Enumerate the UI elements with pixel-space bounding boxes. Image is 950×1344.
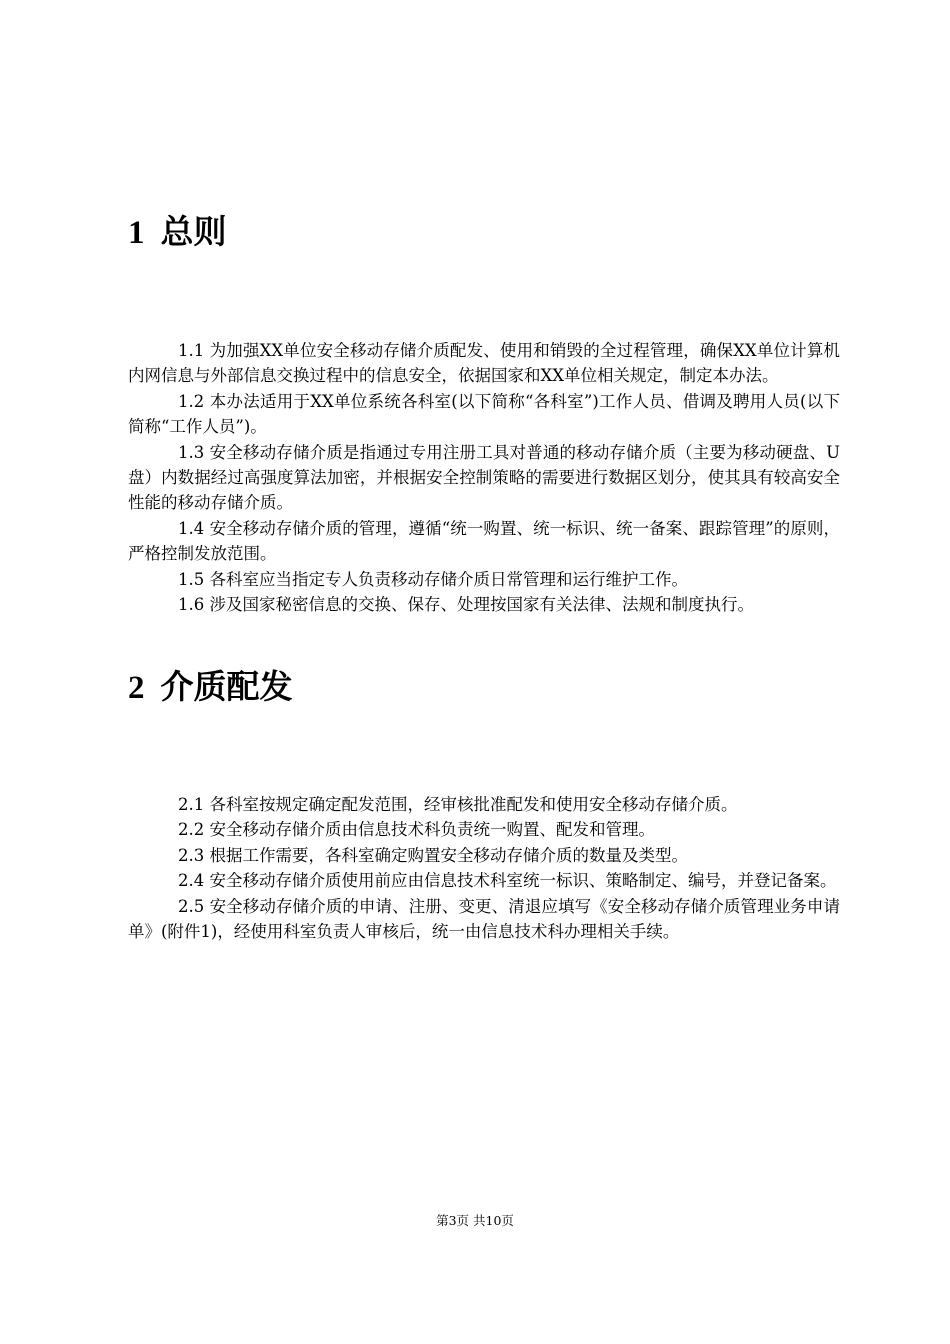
section-2-title: 介质配发 (160, 667, 293, 706)
section-2-body (128, 792, 840, 944)
page-number-footer: 第3页 共10页 (436, 1213, 514, 1228)
paragraph-2-3: 2.3 根据工作需要，各科室确定购置安全移动存储介质的数量及类型。 (178, 845, 688, 865)
paragraph-1-2: 1.2 本办法适用于XX单位系统各科室(以下简称“各科室”)工作人员、借调及聘用人员(以下简称“工作人员”)。 (128, 391, 840, 437)
section-2-number: 2 (128, 670, 145, 706)
paragraph-1-5: 1.5 各科室应当指定专人负责移动存储介质日常管理和运行维护工作。 (178, 569, 688, 589)
section-1-body (128, 338, 840, 617)
paragraph-2-2: 2.2 安全移动存储介质由信息技术科负责统一购置、配发和管理。 (178, 820, 655, 840)
paragraph-2-4: 2.4 安全移动存储介质使用前应由信息技术科室统一标识、策略制定、编号，并登记备案。 (178, 871, 837, 891)
section-1-title: 总则 (160, 212, 227, 251)
paragraph-1-4: 1.4 安全移动存储介质的管理，遵循“统一购置、统一标识、统一备案、跟踪管理”的原则，严格控制发放范围。 (128, 518, 840, 564)
paragraph-1-6: 1.6 涉及国家秘密信息的交换、保存、处理按国家有关法律、法规和制度执行。 (178, 595, 754, 615)
paragraph-2-1: 2.1 各科室按规定确定配发范围，经审核批准配发和使用安全移动存储介质。 (178, 795, 738, 814)
paragraph-1-1: 1.1 为加强XX单位安全移动存储介质配发、使用和销毁的全过程管理，确保XX单位计算机内网信息与外部信息交换过程中的信息安全，依据国家和XX单位相关规定，制定本办法。 (128, 341, 840, 386)
section-1-heading (128, 212, 227, 253)
section-2-heading (128, 667, 293, 708)
paragraph-2-5: 2.5 安全移动存储介质的申请、注册、变更、清退应填写《安全移动存储介质管理业务申请单》(附件1)，经使用科室负责人审核后，统一由信息技术科办理相关手续。 (128, 896, 840, 942)
section-1-number: 1 (128, 215, 145, 251)
paragraph-1-3: 1.3 安全移动存储介质是指通过专用注册工具对普通的移动存储介质（主要为移动硬盘、U盘）内数据经过高强度算法加密，并根据安全控制策略的需要进行数据区划分，使其具有较高安全性能的移动存储介质。 (128, 442, 840, 513)
